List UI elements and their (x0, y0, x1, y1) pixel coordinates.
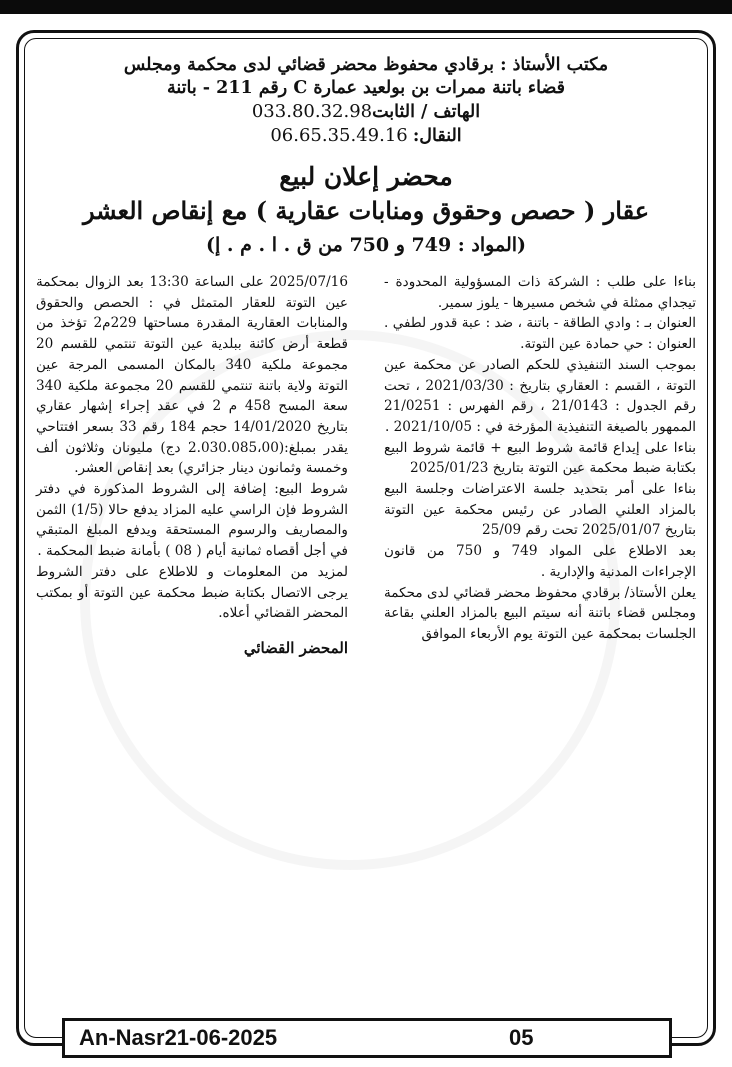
office-line-2: قضاء باتنة ممرات بن بولعيد عمارة C رقم 211 - باتنة (166, 78, 566, 98)
office-header (36, 54, 696, 148)
phone-value: 033.80.32.98 (251, 101, 373, 122)
right-column (384, 272, 696, 659)
top-black-bar (0, 0, 732, 14)
page-number: 05 (509, 1025, 534, 1050)
announcement-body (36, 54, 696, 1014)
mobile-line (36, 124, 696, 148)
mobile-value: 06.65.35.49.16 (270, 125, 408, 146)
signature: المحضر القضائي (243, 638, 348, 657)
phone-line (36, 100, 696, 124)
paragraph: العنوان بـ : وادي الطاقة - باتنة ، ضد : عبة قدور لطفي . العنوان : حي حمادة عين التوتة. (384, 315, 696, 353)
paragraph: لمزيد من المعلومات و للاطلاع على دفتر الشروط يرجى الاتصال بكتابة ضبط محكمة عين التوتة أو بمكتب المحضر القضائي أعلاه. (36, 563, 348, 622)
left-column (36, 272, 348, 659)
paper-date: An-Nasr21-06-2025 (79, 1025, 278, 1050)
paragraph: يعلن الأستاذ/ برقادي محفوظ محضر قضائي لدى محكمة ومجلس قضاء باتنة أنه سيتم البيع بالمزاد العلني بقاعة الجلسات بمحكمة عين التوتة يوم الأربعاء الموافق (384, 584, 696, 642)
paragraph: بناءا على طلب : الشركة ذات المسؤولية المحدودة - تيجداي ممثلة في شخص مسيرها - يلوز سمير. (384, 274, 696, 311)
mobile-label: النقال: (412, 126, 462, 146)
paragraph: بعد الاطلاع على المواد 749 و 750 من قانون الإجراءات المدنية والإدارية . (384, 543, 697, 580)
announcement-title: محضر إعلان لبيع (279, 162, 453, 191)
paragraph: 2025/07/16 على الساعة 13:30 بعد الزوال بمحكمة عين التوتة للعقار المتمثل في : الحصص والحقوق والمنابات العقارية المقدرة مساحتها 229م2 تؤخذ من قطعة أرض كائنة ببلدية عين التوتة تنتمي للقسم 20 مجموعة ملكية 340 بالمكان المسمى المرجة عين التوتة ولاية باتنة تنتمي للقسم 20 مجموعة ملكية 340 سعة المسح 458 م 2 في عقد إجراء إشهار عقاري بتاريخ 14/01/2020 حجم 184 رقم 33 بسعر افتتاحي يقدر بمبلغ:(2.030.085،00 دج) مليونان وثلاثون ألف وخمسة وثمانون دينار جزائري) بعد إنقاص العشر. (36, 274, 349, 477)
office-line-1: مكتب الأستاذ : برقادي محفوظ محضر قضائي لدى محكمة ومجلس (123, 55, 609, 75)
paragraph: بموجب السند التنفيذي للحكم الصادر عن محكمة عين التوتة ، القسم : العقاري بتاريخ : 2021/03/30 ، تحت رقم الجدول : 21/0143 ، رقم الفهرس : 21/0251 الممهور بالصيغة التنفيذية المؤرخة في : 2021/10/05 . (384, 356, 696, 435)
paragraph: بناءا على أمر بتحديد جلسة الاعتراضات وجلسة البيع بالمزاد العلني الصادر عن رئيس محكمة عين التوتة بتاريخ 2025/01/07 تحت رقم 25/09 (384, 481, 696, 539)
page-footer (62, 1018, 672, 1058)
text-columns (36, 272, 696, 659)
phone-label: الهاتف / الثابت (372, 102, 481, 122)
announcement-subtitle: عقار ( حصص وحقوق ومنابات عقارية ) مع إنقاص العشر (82, 196, 650, 225)
paragraph: بناءا على إيداع قائمة شروط البيع + قائمة شروط البيع بكتابة ضبط محكمة عين التوتة بتاريخ 2025/01/23 (384, 439, 696, 477)
paragraph: شروط البيع: إضافة إلى الشروط المذكورة في دفتر الشروط فإن الراسي عليه المزاد يدفع حالا (1/5) الثمن والمصاريف والرسوم المستحقة ويدفع المبلغ المتبقي في أجل أقصاه ثمانية أيام ( 08 ) بأمانة ضبط المحكمة . (36, 481, 348, 560)
legal-articles: (المواد : 749 و 750 من ق . ا . م . إ) (205, 234, 527, 256)
